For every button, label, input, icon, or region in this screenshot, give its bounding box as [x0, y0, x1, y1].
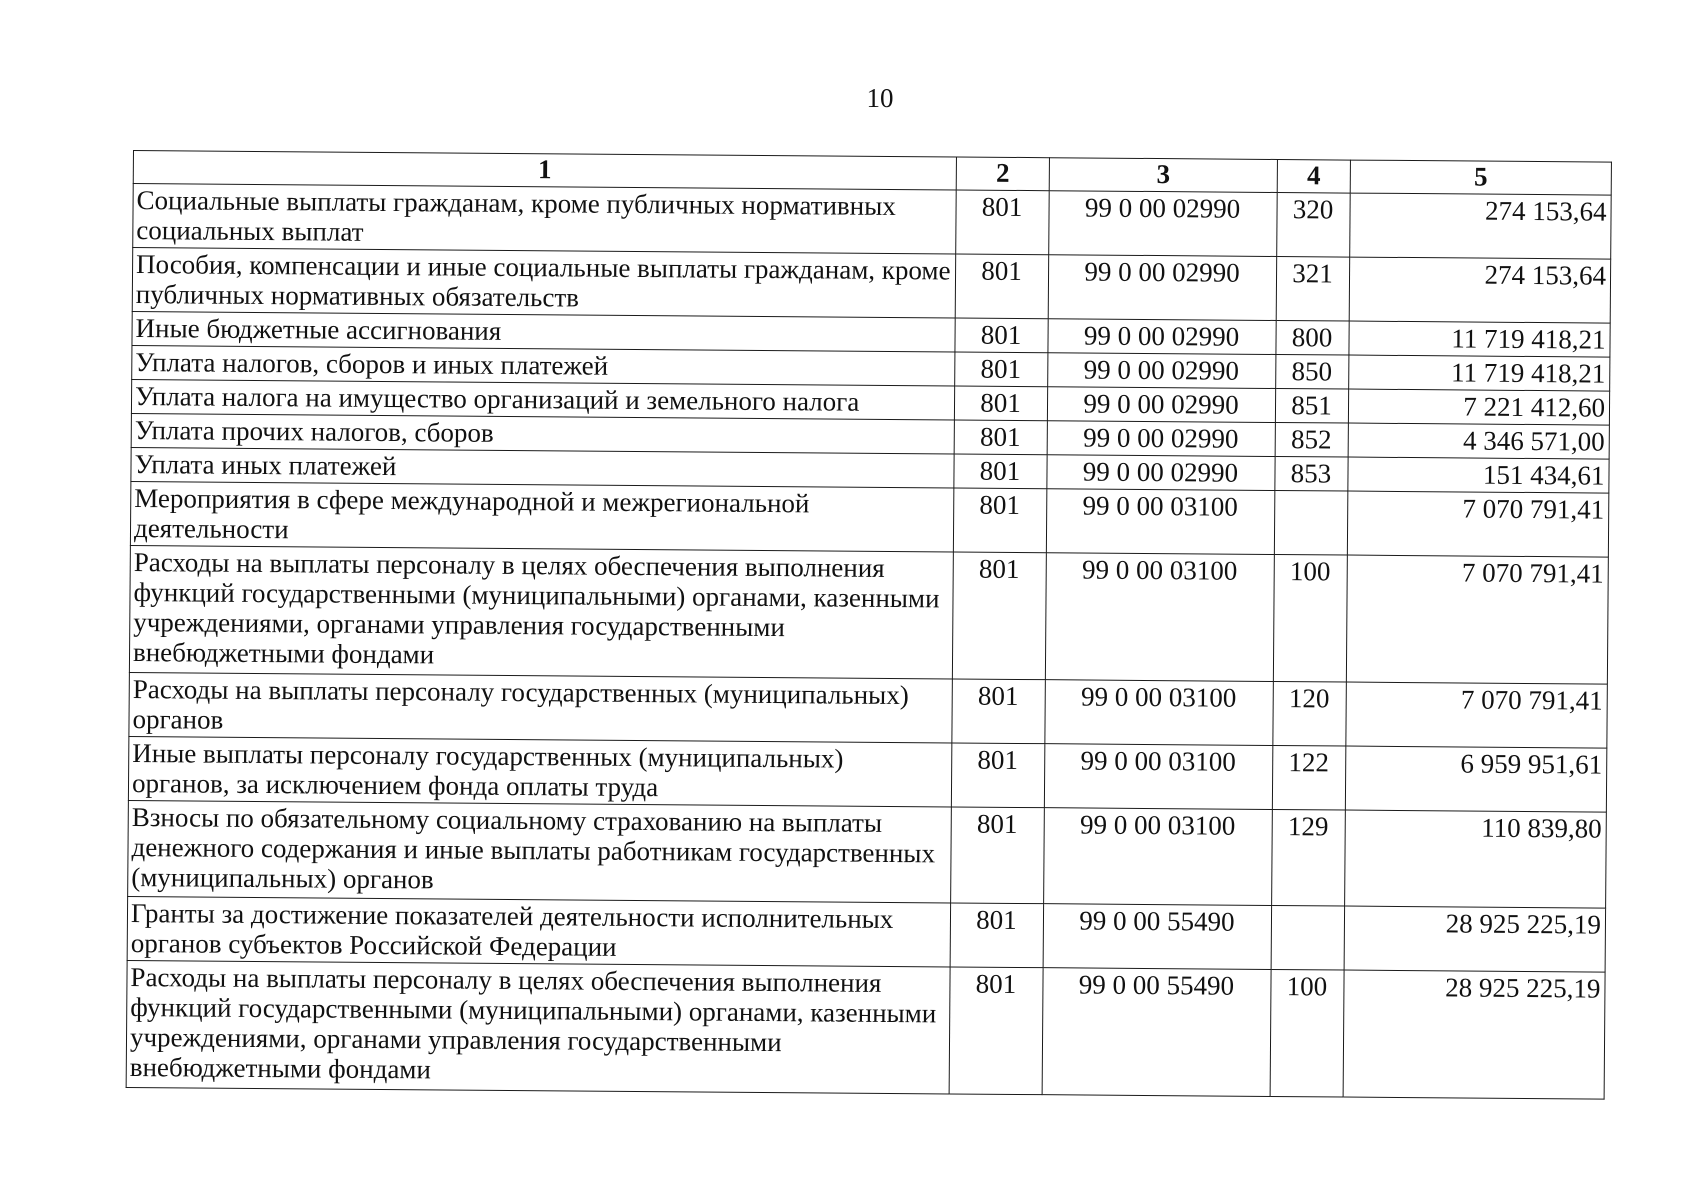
row-department-code: 801	[952, 679, 1045, 744]
row-amount: 4 346 571,00	[1348, 423, 1609, 459]
row-name: Иные выплаты персоналу государственных (муниципальных) органов, за исключением фонда оплаты труда	[128, 736, 951, 806]
row-target-code: 99 0 00 02990	[1048, 255, 1276, 321]
row-department-code: 801	[950, 903, 1043, 968]
row-amount: 28 925 225,19	[1343, 970, 1605, 1099]
row-target-code: 99 0 00 03100	[1044, 808, 1273, 906]
row-name: Уплата налогов, сборов и иных платежей	[132, 345, 955, 385]
header-col-3: 3	[1049, 158, 1277, 193]
row-name: Мероприятия в сфере международной и межрегиональной деятельности	[130, 481, 953, 551]
row-amount: 151 434,61	[1348, 457, 1609, 493]
row-target-code: 99 0 00 55490	[1043, 904, 1271, 970]
row-name: Расходы на выплаты персоналу в целях обеспечения выполнения функций государственными (муниципальными) органами, казенными учреждениями, органами управления государственными внебюджетными фондами	[129, 545, 953, 678]
row-name: Иные бюджетные ассигнования	[132, 311, 955, 351]
row-expense-type: 800	[1276, 320, 1349, 355]
row-target-code: 99 0 00 03100	[1045, 680, 1273, 746]
row-amount: 110 839,80	[1345, 810, 1607, 908]
row-name: Уплата прочих налогов, сборов	[131, 413, 954, 453]
row-department-code: 801	[951, 807, 1045, 904]
row-amount: 274 153,64	[1349, 257, 1610, 323]
row-amount: 274 153,64	[1350, 193, 1611, 259]
row-name: Социальные выплаты гражданам, кроме публичных нормативных социальных выплат	[133, 184, 956, 254]
row-target-code: 99 0 00 02990	[1047, 387, 1275, 423]
table-row	[127, 896, 1605, 972]
row-department-code: 801	[951, 743, 1044, 808]
row-target-code: 99 0 00 55490	[1042, 968, 1271, 1097]
row-expense-type: 100	[1270, 969, 1344, 1097]
table-row	[132, 248, 1610, 324]
row-expense-type: 852	[1275, 422, 1348, 457]
row-name: Расходы на выплаты персоналу в целях обеспечения выполнения функций государственными (муниципальными) органами, казенными учреждениями, органами управления государственными внебюджетными фондами	[126, 960, 950, 1093]
row-target-code: 99 0 00 02990	[1048, 353, 1276, 389]
row-expense-type: 321	[1276, 256, 1350, 321]
row-name: Уплата налога на имущество организаций и земельного налога	[131, 379, 954, 419]
row-department-code: 801	[954, 454, 1047, 489]
row-name: Уплата иных платежей	[131, 447, 954, 487]
row-target-code: 99 0 00 02990	[1047, 421, 1275, 457]
row-expense-type: 850	[1276, 354, 1349, 389]
row-target-code: 99 0 00 03100	[1044, 744, 1272, 810]
row-expense-type: 853	[1275, 456, 1348, 491]
budget-table	[126, 150, 1612, 1100]
row-amount: 6 959 951,61	[1345, 746, 1606, 812]
page-number: 10	[866, 83, 894, 113]
table-row	[130, 481, 1608, 557]
row-expense-type: 122	[1272, 745, 1346, 810]
row-amount: 28 925 225,19	[1344, 906, 1605, 972]
row-expense-type: 120	[1273, 681, 1347, 746]
row-amount: 7 221 412,60	[1348, 389, 1609, 425]
header-col-5: 5	[1350, 160, 1611, 195]
header-col-4: 4	[1277, 159, 1350, 193]
row-amount: 11 719 418,21	[1349, 355, 1610, 391]
row-department-code: 801	[955, 352, 1048, 387]
row-expense-type	[1274, 490, 1348, 555]
row-department-code: 801	[949, 967, 1043, 1095]
row-expense-type: 100	[1273, 554, 1347, 682]
row-department-code: 801	[953, 488, 1046, 553]
row-expense-type	[1271, 905, 1345, 970]
header-col-2: 2	[956, 157, 1049, 191]
row-amount: 11 719 418,21	[1349, 321, 1610, 357]
row-name: Гранты за достижение показателей деятельности исполнительных органов субъектов Российской Федерации	[127, 896, 950, 966]
table-row	[133, 184, 1611, 260]
row-department-code: 801	[955, 318, 1048, 353]
row-department-code: 801	[952, 552, 1046, 680]
row-amount: 7 070 791,41	[1347, 491, 1608, 557]
row-expense-type: 129	[1272, 809, 1346, 906]
row-target-code: 99 0 00 02990	[1047, 455, 1275, 491]
row-department-code: 801	[955, 254, 1048, 319]
row-name: Расходы на выплаты персоналу государственных (муниципальных) органов	[129, 672, 952, 742]
row-target-code: 99 0 00 03100	[1046, 489, 1274, 555]
row-department-code: 801	[954, 420, 1047, 455]
header-col-1: 1	[133, 151, 956, 190]
row-expense-type: 851	[1275, 388, 1348, 423]
row-name: Взносы по обязательному социальному страхованию на выплаты денежного содержания и иные выплаты работникам государственных (муниципальных) органов	[128, 800, 952, 902]
table-row	[129, 545, 1608, 684]
row-name: Пособия, компенсации и иные социальные выплаты гражданам, кроме публичных нормативных обязательств	[132, 248, 955, 318]
row-department-code: 801	[956, 190, 1049, 255]
table-row	[128, 800, 1607, 908]
row-amount: 7 070 791,41	[1346, 555, 1608, 684]
table-row	[129, 672, 1607, 748]
table-row	[128, 736, 1606, 812]
row-amount: 7 070 791,41	[1346, 682, 1607, 748]
row-department-code: 801	[954, 386, 1047, 421]
row-target-code: 99 0 00 03100	[1045, 553, 1274, 682]
table-row	[126, 960, 1605, 1099]
row-target-code: 99 0 00 02990	[1048, 319, 1276, 355]
row-expense-type: 320	[1277, 192, 1351, 257]
row-target-code: 99 0 00 02990	[1049, 191, 1277, 257]
